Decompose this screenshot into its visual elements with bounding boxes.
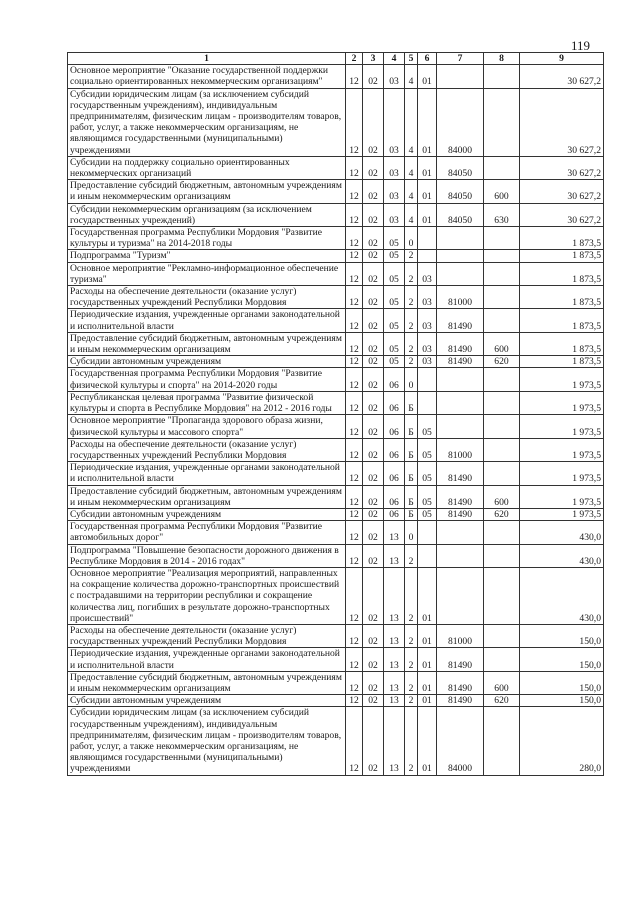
code-subsection: 13 [384,707,405,775]
code-subsection: 05 [384,309,405,332]
row-amount: 430,0 [520,544,604,567]
code-activity [418,227,437,250]
code-subsection: 03 [384,203,405,226]
code-program: 0 [405,521,418,544]
header-row [68,53,604,65]
column-header: 5 [405,53,418,65]
row-description: Подпрограмма "Повышение безопасности дорожного движения в Республике Мордовия в 2014 - 2016 годах" [68,544,346,567]
code-ministry: 12 [346,227,363,250]
code-activity: 01 [418,567,437,624]
row-description: Периодические издания, учрежденные органами законодательной и исполнительной власти [68,462,346,485]
row-description: Предоставление субсидий бюджетным, автономным учреждениям и иным некоммерческим организациям [68,180,346,203]
code-section: 02 [363,671,384,694]
code-section: 02 [363,368,384,391]
code-program: 2 [405,309,418,332]
code-activity: 01 [418,707,437,775]
code-program: Б [405,508,418,520]
row-description: Государственная программа Республики Мордовия "Развитие физической культуры и спорта" на 2014-2020 годы [68,368,346,391]
code-expense-type [484,88,520,156]
code-ministry: 12 [346,508,363,520]
code-ministry: 12 [346,462,363,485]
code-activity: 05 [418,462,437,485]
column-header: 1 [68,53,346,65]
table-row [68,648,604,671]
code-direction: 81000 [437,438,484,461]
code-subsection: 13 [384,648,405,671]
code-expense-type [484,156,520,179]
code-activity: 05 [418,438,437,461]
code-section: 02 [363,65,384,88]
row-amount: 1 873,5 [520,286,604,309]
code-subsection: 06 [384,462,405,485]
code-direction [437,65,484,88]
code-section: 02 [363,438,384,461]
column-header: 6 [418,53,437,65]
code-direction [437,262,484,285]
code-ministry: 12 [346,156,363,179]
code-direction [437,391,484,414]
code-program: 2 [405,356,418,368]
code-direction [437,415,484,438]
table-row [68,508,604,520]
table-row [68,180,604,203]
row-description: Республиканская целевая программа "Развитие физической культуры и спорта в Республике Мордовия" на 2012 - 2016 годы [68,391,346,414]
code-subsection: 06 [384,485,405,508]
code-section: 02 [363,227,384,250]
code-activity: 01 [418,156,437,179]
code-section: 02 [363,156,384,179]
table-row [68,309,604,332]
code-subsection: 05 [384,227,405,250]
row-amount: 30 627,2 [520,88,604,156]
code-direction: 81490 [437,648,484,671]
code-activity: 01 [418,648,437,671]
code-activity: 03 [418,332,437,355]
row-amount: 1 973,5 [520,368,604,391]
code-subsection: 06 [384,415,405,438]
table-row [68,695,604,707]
table-row [68,707,604,775]
code-section: 02 [363,648,384,671]
code-subsection: 13 [384,521,405,544]
row-amount: 1 973,5 [520,508,604,520]
table-row [68,88,604,156]
code-expense-type [484,250,520,262]
table-row [68,262,604,285]
code-expense-type [484,544,520,567]
code-activity: 05 [418,485,437,508]
row-amount: 1 973,5 [520,485,604,508]
code-section: 02 [363,286,384,309]
code-ministry: 12 [346,521,363,544]
code-activity: 03 [418,286,437,309]
table-row [68,332,604,355]
row-description: Основное мероприятие "Оказание государственной поддержки социально ориентированных некоммерческим организациям" [68,65,346,88]
code-direction: 81490 [437,356,484,368]
row-description: Субсидии юридическим лицам (за исключением субсидий государственным учреждениям), индивидуальным предпринимателям, физическим лицам - производителям товаров, работ, услуг, а также некоммерческим организациям, не являющимся государственными (муниципальными) учреждениями [68,707,346,775]
code-subsection: 05 [384,250,405,262]
column-header: 3 [363,53,384,65]
code-activity: 01 [418,203,437,226]
code-subsection: 13 [384,671,405,694]
row-description: Подпрограмма "Туризм" [68,250,346,262]
code-section: 02 [363,391,384,414]
code-activity: 03 [418,309,437,332]
row-amount: 1 973,5 [520,415,604,438]
code-ministry: 12 [346,671,363,694]
code-program: 2 [405,648,418,671]
code-expense-type [484,438,520,461]
row-description: Предоставление субсидий бюджетным, автономным учреждениям и иным некоммерческим организациям [68,332,346,355]
code-direction: 81490 [437,332,484,355]
code-ministry: 12 [346,567,363,624]
code-ministry: 12 [346,356,363,368]
row-description: Субсидии автономным учреждениям [68,695,346,707]
code-ministry: 12 [346,485,363,508]
code-activity: 01 [418,180,437,203]
table-row [68,485,604,508]
row-amount: 1 973,5 [520,438,604,461]
row-description: Субсидии на поддержку социально ориентированных некоммерческих организаций [68,156,346,179]
table-row [68,156,604,179]
code-ministry: 12 [346,250,363,262]
code-activity [418,521,437,544]
row-description: Расходы на обеспечение деятельности (оказание услуг) государственных учреждений Республики Мордовия [68,286,346,309]
code-section: 02 [363,415,384,438]
row-description: Предоставление субсидий бюджетным, автономным учреждениям и иным некоммерческим организациям [68,485,346,508]
row-description: Расходы на обеспечение деятельности (оказание услуг) государственных учреждений Республики Мордовия [68,624,346,647]
code-expense-type [484,368,520,391]
code-program: 4 [405,156,418,179]
row-amount: 430,0 [520,567,604,624]
code-section: 02 [363,250,384,262]
code-ministry: 12 [346,707,363,775]
code-section: 02 [363,624,384,647]
code-subsection: 06 [384,438,405,461]
row-amount: 1 873,5 [520,309,604,332]
code-program: 4 [405,65,418,88]
row-amount: 30 627,2 [520,65,604,88]
code-direction: 81490 [437,309,484,332]
code-subsection: 05 [384,262,405,285]
code-direction: 81490 [437,485,484,508]
code-direction [437,227,484,250]
code-ministry: 12 [346,695,363,707]
row-description: Государственная программа Республики Мордовия "Развитие культуры и туризма" на 2014-2018 годы [68,227,346,250]
code-activity: 03 [418,356,437,368]
table-row [68,624,604,647]
table-row [68,356,604,368]
code-expense-type [484,227,520,250]
code-direction: 84000 [437,707,484,775]
table-row [68,391,604,414]
code-program: 2 [405,567,418,624]
row-amount: 1 973,5 [520,391,604,414]
code-program: Б [405,438,418,461]
code-activity [418,544,437,567]
code-subsection: 13 [384,624,405,647]
table-row [68,544,604,567]
row-description: Основное мероприятие "Рекламно-информационное обеспечение туризма" [68,262,346,285]
row-description: Субсидии юридическим лицам (за исключением субсидий государственным учреждениям), индивидуальным предпринимателям, физическим лицам - производителям товаров, работ, услуг, а также некоммерческим организациям, не являющимся государственными (муниципальными) учреждениями [68,88,346,156]
code-expense-type [484,391,520,414]
row-description: Периодические издания, учрежденные органами законодательной и исполнительной власти [68,309,346,332]
row-description: Государственная программа Республики Мордовия "Развитие автомобильных дорог" [68,521,346,544]
column-header: 4 [384,53,405,65]
code-expense-type [484,462,520,485]
table-row [68,567,604,624]
table-row [68,671,604,694]
code-direction: 81490 [437,695,484,707]
code-expense-type [484,309,520,332]
code-ministry: 12 [346,415,363,438]
code-section: 02 [363,462,384,485]
code-direction: 84000 [437,88,484,156]
code-activity [418,250,437,262]
code-expense-type: 600 [484,332,520,355]
code-expense-type [484,624,520,647]
row-amount: 1 873,5 [520,356,604,368]
row-amount: 150,0 [520,648,604,671]
row-description: Расходы на обеспечение деятельности (оказание услуг) государственных учреждений Республики Мордовия [68,438,346,461]
row-description: Субсидии автономным учреждениям [68,508,346,520]
code-subsection: 03 [384,88,405,156]
code-expense-type: 600 [484,671,520,694]
code-expense-type: 620 [484,356,520,368]
code-subsection: 06 [384,391,405,414]
code-program: 2 [405,544,418,567]
row-amount: 150,0 [520,671,604,694]
code-expense-type [484,65,520,88]
code-section: 02 [363,203,384,226]
code-expense-type [484,286,520,309]
code-subsection: 03 [384,156,405,179]
code-ministry: 12 [346,438,363,461]
code-program: 2 [405,671,418,694]
code-ministry: 12 [346,624,363,647]
code-expense-type: 620 [484,508,520,520]
code-activity: 05 [418,415,437,438]
code-subsection: 06 [384,368,405,391]
code-section: 02 [363,180,384,203]
code-direction: 84050 [437,203,484,226]
column-header: 2 [346,53,363,65]
code-subsection: 03 [384,65,405,88]
table-row [68,462,604,485]
code-subsection: 03 [384,180,405,203]
row-amount: 30 627,2 [520,203,604,226]
code-expense-type [484,707,520,775]
code-direction [437,250,484,262]
code-direction: 84050 [437,180,484,203]
code-direction [437,544,484,567]
code-program: 2 [405,262,418,285]
code-program: 2 [405,286,418,309]
row-amount: 280,0 [520,707,604,775]
code-activity: 03 [418,262,437,285]
row-amount: 1 973,5 [520,462,604,485]
code-section: 02 [363,356,384,368]
code-ministry: 12 [346,286,363,309]
code-ministry: 12 [346,391,363,414]
row-amount: 150,0 [520,695,604,707]
code-activity: 01 [418,671,437,694]
table-row [68,286,604,309]
row-description: Периодические издания, учрежденные органами законодательной и исполнительной власти [68,648,346,671]
code-program: Б [405,485,418,508]
code-activity [418,391,437,414]
row-amount: 30 627,2 [520,180,604,203]
code-subsection: 05 [384,332,405,355]
code-subsection: 13 [384,544,405,567]
code-expense-type [484,648,520,671]
row-amount: 1 873,5 [520,227,604,250]
code-activity: 01 [418,88,437,156]
code-section: 02 [363,88,384,156]
code-ministry: 12 [346,88,363,156]
code-program: Б [405,462,418,485]
row-amount: 1 873,5 [520,250,604,262]
code-direction: 81000 [437,286,484,309]
code-section: 02 [363,262,384,285]
code-program: 2 [405,624,418,647]
code-ministry: 12 [346,262,363,285]
code-section: 02 [363,567,384,624]
table-row [68,203,604,226]
code-subsection: 13 [384,695,405,707]
code-subsection: 05 [384,286,405,309]
code-ministry: 12 [346,203,363,226]
code-expense-type: 600 [484,485,520,508]
code-ministry: 12 [346,180,363,203]
code-section: 02 [363,332,384,355]
row-description: Основное мероприятие "Пропаганда здорового образа жизни, физической культуры и массового спорта" [68,415,346,438]
row-amount: 430,0 [520,521,604,544]
column-header: 7 [437,53,484,65]
row-amount: 1 873,5 [520,332,604,355]
code-section: 02 [363,309,384,332]
code-direction: 81490 [437,508,484,520]
code-expense-type: 630 [484,203,520,226]
code-direction [437,567,484,624]
code-direction [437,368,484,391]
code-ministry: 12 [346,544,363,567]
code-activity: 01 [418,65,437,88]
code-direction: 81490 [437,671,484,694]
code-program: 2 [405,332,418,355]
code-expense-type [484,521,520,544]
table-row [68,250,604,262]
table-row [68,227,604,250]
code-activity: 01 [418,624,437,647]
code-expense-type [484,415,520,438]
code-direction: 84050 [437,156,484,179]
column-header: 8 [484,53,520,65]
table-row [68,521,604,544]
code-subsection: 13 [384,567,405,624]
code-expense-type: 600 [484,180,520,203]
code-section: 02 [363,521,384,544]
row-amount: 1 873,5 [520,262,604,285]
code-program: Б [405,415,418,438]
code-program: 4 [405,180,418,203]
code-section: 02 [363,544,384,567]
code-program: 4 [405,203,418,226]
table-body [68,65,604,775]
column-header: 9 [520,53,604,65]
code-expense-type [484,262,520,285]
code-program: 0 [405,227,418,250]
code-subsection: 05 [384,356,405,368]
code-ministry: 12 [346,65,363,88]
code-program: Б [405,391,418,414]
code-activity: 05 [418,508,437,520]
code-program: 4 [405,88,418,156]
row-description: Основное мероприятие "Реализация мероприятий, направленных на сокращение количества дорожно-транспортных происшествий с пострадавшими на территории республики и сокращение количества лиц, погибших в результате дорожно-транспортных происшествий" [68,567,346,624]
table-row [68,65,604,88]
code-activity: 01 [418,695,437,707]
row-amount: 30 627,2 [520,156,604,179]
code-expense-type: 620 [484,695,520,707]
code-section: 02 [363,695,384,707]
code-section: 02 [363,707,384,775]
code-direction: 81490 [437,462,484,485]
code-ministry: 12 [346,648,363,671]
code-ministry: 12 [346,309,363,332]
row-description: Субсидии автономным учреждениям [68,356,346,368]
code-direction [437,521,484,544]
code-subsection: 06 [384,508,405,520]
code-activity [418,368,437,391]
code-program: 2 [405,695,418,707]
code-program: 2 [405,250,418,262]
page-number: 119 [571,38,591,53]
budget-table [67,52,604,776]
code-ministry: 12 [346,332,363,355]
code-ministry: 12 [346,368,363,391]
row-description: Предоставление субсидий бюджетным, автономным учреждениям и иным некоммерческим организациям [68,671,346,694]
code-section: 02 [363,485,384,508]
code-expense-type [484,567,520,624]
code-direction: 81000 [437,624,484,647]
table-row [68,368,604,391]
table-row [68,438,604,461]
row-amount: 150,0 [520,624,604,647]
code-program: 0 [405,368,418,391]
row-description: Субсидии некоммерческим организациям (за исключением государственных учреждений) [68,203,346,226]
code-program: 2 [405,707,418,775]
table-row [68,415,604,438]
code-section: 02 [363,508,384,520]
